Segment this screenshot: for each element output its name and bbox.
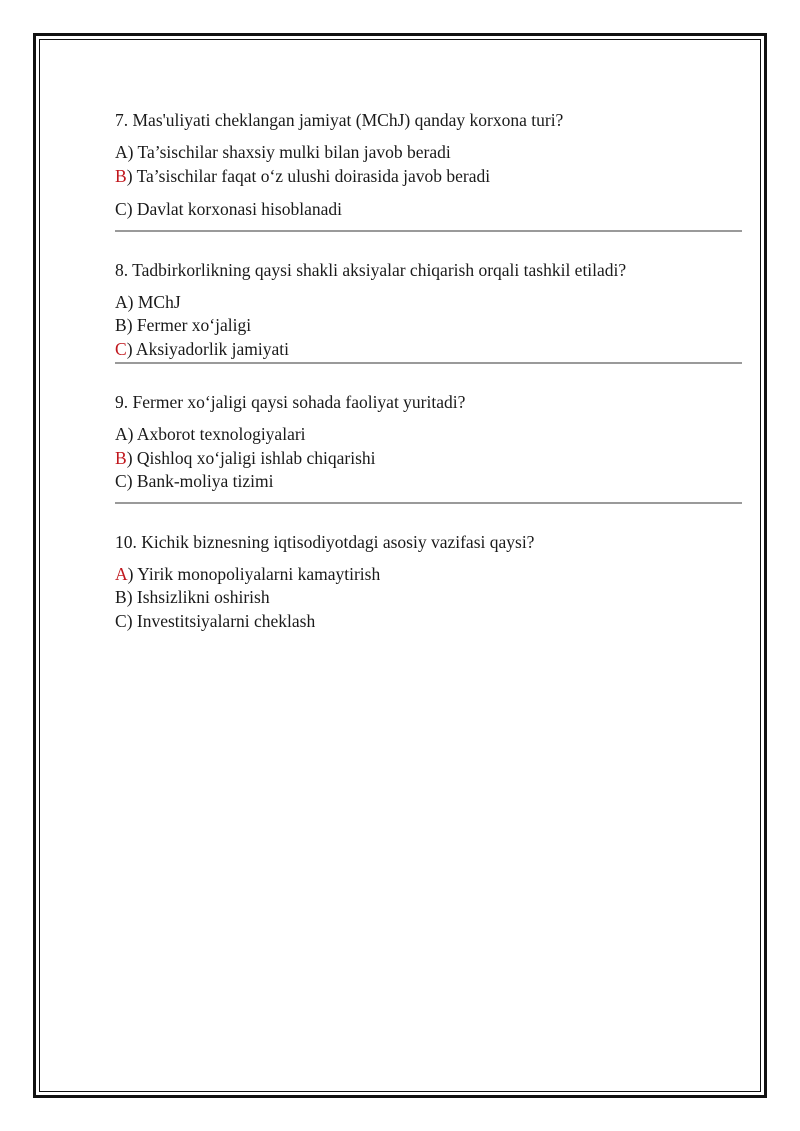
option-letter-correct: B <box>115 447 127 468</box>
option-b <box>115 165 742 189</box>
quiz-content <box>115 108 742 659</box>
option-letter-correct: C <box>115 338 127 359</box>
option-letter: A <box>115 142 128 162</box>
option-c <box>115 610 742 634</box>
option-b <box>115 586 742 610</box>
question-text: 7. Mas'uliyati cheklangan jamiyat (MChJ) qanday korxona turi? <box>115 110 564 130</box>
option-c <box>115 470 742 494</box>
option-b <box>115 447 742 471</box>
option-text: ) Bank-moliya tizimi <box>126 471 274 491</box>
option-letter-correct: B <box>115 165 127 186</box>
question-block-7 <box>115 108 742 232</box>
question-block-8 <box>115 258 742 365</box>
option-letter: A <box>115 291 128 312</box>
option-text: ) Ta’sischilar faqat o‘z ulushi doirasida javob beradi <box>126 165 491 186</box>
option-text: ) Qishloq xo‘jaligi ishlab chiqarishi <box>126 447 376 468</box>
option-c <box>115 338 742 362</box>
option-text: ) Ishsizlikni oshirish <box>126 587 270 607</box>
option-letter-correct: A <box>115 563 128 584</box>
question-text: 10. Kichik biznesning iqtisodiyotdagi asosiy vazifasi qaysi? <box>115 531 535 552</box>
option-text: ) MChJ <box>127 291 181 312</box>
question-text: 9. Fermer xo‘jaligi qaysi sohada faoliyat yuritadi? <box>115 392 466 412</box>
option-text: ) Ta’sischilar shaxsiy mulki bilan javob beradi <box>127 142 451 162</box>
option-b <box>115 314 742 338</box>
option-letter: C <box>115 199 127 219</box>
option-letter: B <box>115 315 127 335</box>
question-text: 8. Tadbirkorlikning qaysi shakli aksiyalar chiqarish orqali tashkil etiladi? <box>115 259 627 280</box>
question-divider <box>115 230 742 232</box>
option-a <box>115 291 742 315</box>
option-letter: B <box>115 587 127 607</box>
option-text: ) Investitsiyalarni cheklash <box>126 610 316 631</box>
option-a <box>115 141 742 165</box>
question-divider <box>115 362 742 364</box>
option-c <box>115 198 742 222</box>
option-letter: A <box>115 424 128 444</box>
option-text: ) Aksiyadorlik jamiyati <box>126 338 290 359</box>
option-text: ) Axborot texnologiyalari <box>127 424 306 444</box>
option-a <box>115 563 742 587</box>
question-divider <box>115 502 742 504</box>
option-letter: C <box>115 471 127 491</box>
option-text: ) Davlat korxonasi hisoblanadi <box>126 199 342 219</box>
question-block-10 <box>115 530 742 634</box>
option-text: ) Fermer xo‘jaligi <box>126 315 252 335</box>
question-block-9 <box>115 390 742 504</box>
option-a <box>115 423 742 447</box>
option-letter: C <box>115 610 127 631</box>
option-text: ) Yirik monopoliyalarni kamaytirish <box>127 563 381 584</box>
